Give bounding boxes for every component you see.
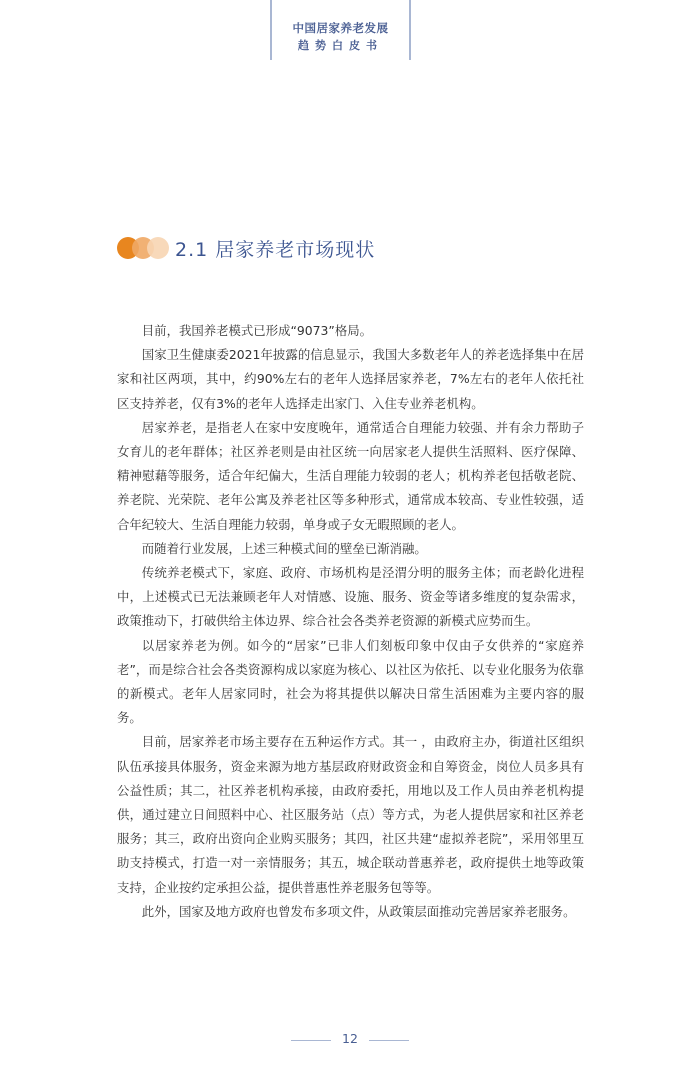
- paragraph: 传统养老模式下，家庭、政府、市场机构是泾渭分明的服务主体；而老龄化进程中，上述模式已无法兼顾老年人对情感、设施、服务、资金等诸多维度的复杂需求，政策推动下，打破供给主体边界、综合社会各类养老资源的新模式应势而生。: [117, 565, 584, 629]
- paragraph: 目前，居家养老市场主要存在五种运作方式。其一 ，由政府主办，街道社区组织队伍承接具体服务，资金来源为地方基层政府财政资金和自筹资金，岗位人员多具有公益性质；其二，社区养老机构承接，由政府委托，用地以及工作人员由养老机构提供，通过建立日间照料中心、社区服务站（点）等方式，为老人提供居家和社区养老服务；其三，政府出资向企业购买服务；其四，社区共建“虚拟养老院”，采用邻里互助支持模式，打造一对一亲情服务；其五，城企联动普惠养老，政府提供土地等政策支持，企业按约定承担公益，提供普惠性养老服务包等等。: [117, 734, 584, 895]
- paragraph: 此外，国家及地方政府也曾发布多项文件，从政策层面推动完善居家养老服务。: [141, 903, 576, 919]
- heading-dots-icon: [117, 237, 169, 259]
- paragraph: 以居家养老为例。如今的“居家”已非人们刻板印象中仅由子女供养的“家庭养老”，而是综合社会各类资源构成以家庭为核心、以社区为依托、以专业化服务为依靠的新模式。老年人居家同时，社会为将其提供以解决日常生活困难为主要内容的服务。: [117, 637, 584, 726]
- paragraph: 目前，我国养老模式已形成“9073”格局。: [141, 323, 373, 338]
- footer-right-rule: [369, 1040, 409, 1041]
- paragraph: 而随着行业发展，上述三种模式间的壁垒已渐消融。: [141, 540, 427, 556]
- paragraph: 国家卫生健康委2021年披露的信息显示，我国大多数老年人的养老选择集中在居家和社区两项，其中，约90%左右的老年人选择居家养老，7%左右的老年人依托社区支持养老，仅有3%的老年人选择走出家门、入住专业养老机构。: [117, 347, 584, 411]
- paragraph: 居家养老，是指老人在家中安度晚年，通常适合自理能力较强、并有余力帮助子女育儿的老年群体；社区养老则是由社区统一向居家老人提供生活照料、医疗保障、精神慰藉等服务，适合年纪偏大，生活自理能力较弱的老人；机构养老包括敬老院、养老院、光荣院、老年公寓及养老社区等多种形式，通常成本较高、专业性较强，适合年纪较大、生活自理能力较弱，单身或子女无暇照顾的老人。: [117, 419, 584, 532]
- body-text: [117, 319, 584, 924]
- section-heading: [117, 232, 375, 264]
- section-title: 2.1 居家养老市场现状: [175, 238, 376, 261]
- heading-dot: [147, 237, 169, 259]
- running-header: [270, 0, 411, 62]
- header-title: 中国居家养老发展: [292, 21, 389, 35]
- page-number: 12: [342, 1031, 358, 1046]
- header-subtitle: 趋势白皮书: [298, 39, 383, 52]
- page-footer: [0, 1030, 700, 1050]
- footer-left-rule: [291, 1040, 331, 1041]
